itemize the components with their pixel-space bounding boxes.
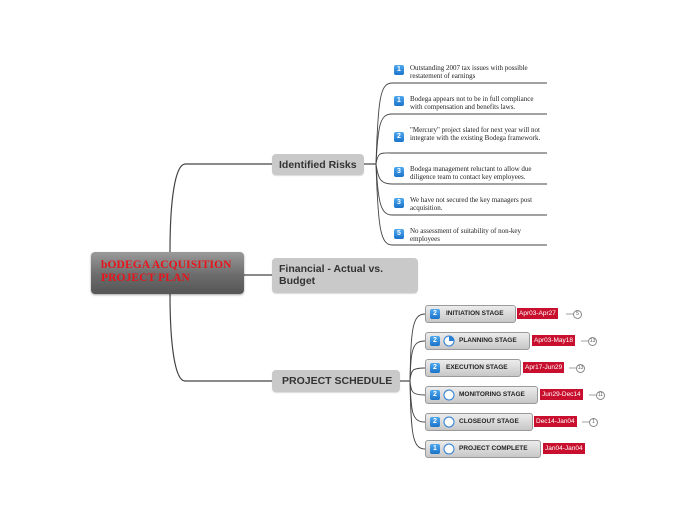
- task-count-badge[interactable]: 5: [573, 310, 582, 319]
- stage-dates: Jun29-Dec14: [542, 391, 581, 398]
- stage-label: MONITORING STAGE: [459, 391, 525, 398]
- task-count-badge[interactable]: 1: [589, 418, 598, 427]
- priority-5-icon: 5: [394, 229, 404, 239]
- priority-2-icon: 2: [394, 132, 404, 142]
- stage-dates: Dec14-Jan04: [536, 418, 575, 425]
- stage-monitoring[interactable]: [425, 386, 538, 404]
- branch-project-schedule[interactable]: [272, 370, 400, 392]
- stage-dates: Jan04-Jan04: [545, 445, 583, 452]
- risk-text: No assessment of suitability of non-key employees: [410, 227, 522, 243]
- stage-dates: Apr03-May18: [534, 337, 574, 344]
- priority-2-icon: 2: [430, 309, 440, 319]
- progress-empty-icon: [443, 416, 455, 428]
- root-node[interactable]: [91, 252, 244, 294]
- priority-1-icon: 1: [394, 96, 404, 106]
- stage-label: PROJECT COMPLETE: [459, 445, 528, 452]
- priority-2-icon: 2: [430, 417, 440, 427]
- stage-execution[interactable]: [425, 359, 521, 377]
- stage-label: EXECUTION STAGE: [446, 364, 508, 371]
- stage-project-complete[interactable]: [425, 440, 541, 458]
- risk-text: Bodega appears not to be in full compliance with compensation and benefits laws.: [410, 95, 534, 111]
- branch-financial[interactable]: [272, 258, 418, 293]
- progress-quarter-icon: [443, 335, 455, 347]
- risk-text: We have not secured the key managers post acquisition.: [410, 196, 533, 212]
- branch-label: Identified Risks: [279, 159, 357, 171]
- branch-label: Financial - Actual vs. Budget: [279, 263, 384, 287]
- branch-identified-risks[interactable]: [272, 154, 364, 175]
- progress-empty-icon: [443, 389, 455, 401]
- stage-closeout[interactable]: [425, 413, 533, 431]
- root-title-line1: bODEGA ACQUISITION: [101, 259, 232, 271]
- priority-2-icon: 2: [430, 363, 440, 373]
- stage-label: CLOSEOUT STAGE: [459, 418, 519, 425]
- stage-initiation[interactable]: [425, 305, 516, 323]
- task-count-badge[interactable]: 13: [577, 365, 584, 371]
- stage-planning[interactable]: [425, 332, 530, 350]
- priority-1-icon: 1: [394, 65, 404, 75]
- progress-empty-icon: [443, 443, 455, 455]
- priority-3-icon: 3: [394, 167, 404, 177]
- root-title-line2: PROJECT PLAN: [101, 272, 190, 284]
- risk-text: "Mercury" project slated for next year will not integrate with the existing Bodega framework.: [410, 126, 541, 142]
- stage-label: PLANNING STAGE: [459, 337, 517, 344]
- risk-text: Bodega management reluctant to allow due diligence team to contact key employees.: [410, 165, 532, 181]
- priority-1-icon: 1: [430, 444, 440, 454]
- priority-3-icon: 3: [394, 198, 404, 208]
- stage-dates: Apr17-Jun29: [525, 364, 563, 371]
- task-count-badge[interactable]: 13: [589, 338, 596, 344]
- priority-2-icon: 2: [430, 390, 440, 400]
- branch-label: PROJECT SCHEDULE: [282, 375, 393, 387]
- priority-2-icon: 2: [430, 336, 440, 346]
- risk-text: Outstanding 2007 tax issues with possible restatement of earnings: [410, 64, 528, 80]
- task-count-badge[interactable]: 11: [597, 392, 604, 398]
- stage-dates: Apr03-Apr27: [519, 310, 556, 317]
- stage-label: INITIATION STAGE: [446, 310, 504, 317]
